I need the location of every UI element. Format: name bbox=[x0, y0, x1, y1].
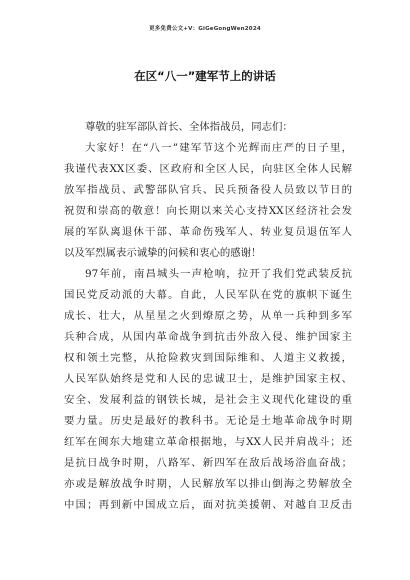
paragraph-line: 以及军烈属表示诚挚的问候和衷心的感谢！ bbox=[64, 247, 262, 259]
greeting-line: 尊敬的驻军部队首长、全体指战员，同志们： bbox=[85, 121, 293, 133]
paragraph-line: 是抗日战争时期，八路军、新四军在敌后战场浴血奋战； bbox=[64, 457, 352, 469]
paragraph-line: 国民党反动派的大幕。自此，人民军队在党的旗帜下诞生 bbox=[64, 289, 352, 301]
paragraph-line: 97年前，南昌城头一声枪响，拉开了我们党武装反抗 bbox=[85, 268, 352, 280]
paragraph-line: 亦或是解放战争时期，人民解放军以排山倒海之势解放全 bbox=[64, 478, 352, 490]
document-body bbox=[64, 117, 352, 516]
paragraph-1 bbox=[64, 138, 352, 264]
paragraph-line: 兵种合成，从国内革命战争到抗击外敌入侵、维护国家主 bbox=[64, 331, 352, 343]
paragraph-line: 大家好！在“八一”建军节这个光辉而庄严的日子里， bbox=[85, 142, 352, 154]
page-title: 在区“八一”建军节上的讲话 bbox=[134, 69, 276, 83]
paragraph-line: 祝贺和崇高的敬意！向长期以来关心支持XX区经济社会发 bbox=[64, 205, 352, 217]
paragraph-line: 要力量。历史是最好的教科书。无论是土地革命战争时期 bbox=[64, 415, 352, 427]
paragraph-line: 人民军队始终是党和人民的忠诚卫士，是维护国家主权、 bbox=[64, 373, 352, 385]
paragraph-line: 安全、发展利益的钢铁长城，是社会主义现代化建设的重 bbox=[64, 394, 352, 406]
paragraph-line: 红军在闽东大地建立革命根据地，与XX人民并肩战斗；还 bbox=[64, 436, 352, 448]
paragraph-line: 展的军队离退休干部、革命伤残军人、转业复员退伍军人 bbox=[64, 226, 352, 238]
paragraph-line: 成长、壮大，从星星之火到燎原之势，从单一兵种到多军 bbox=[64, 310, 352, 322]
paragraph-line: 我谨代表XX区委、区政府和全区人民，向驻区全体人民解 bbox=[64, 163, 352, 175]
paragraph-line: 放军指战员、武警部队官兵、民兵预备役人员致以节日的 bbox=[64, 184, 352, 196]
paragraph-line: 中国；再到新中国成立后，面对抗美援朝、对越自卫反击 bbox=[64, 499, 352, 511]
header-note: 更多免费公文+V：GiGeGongWen2024 bbox=[149, 26, 261, 32]
paragraph-2 bbox=[64, 264, 352, 516]
paragraph-line: 权和领土完整，从抢险救灾到国际维和、人道主义救援， bbox=[64, 352, 352, 364]
